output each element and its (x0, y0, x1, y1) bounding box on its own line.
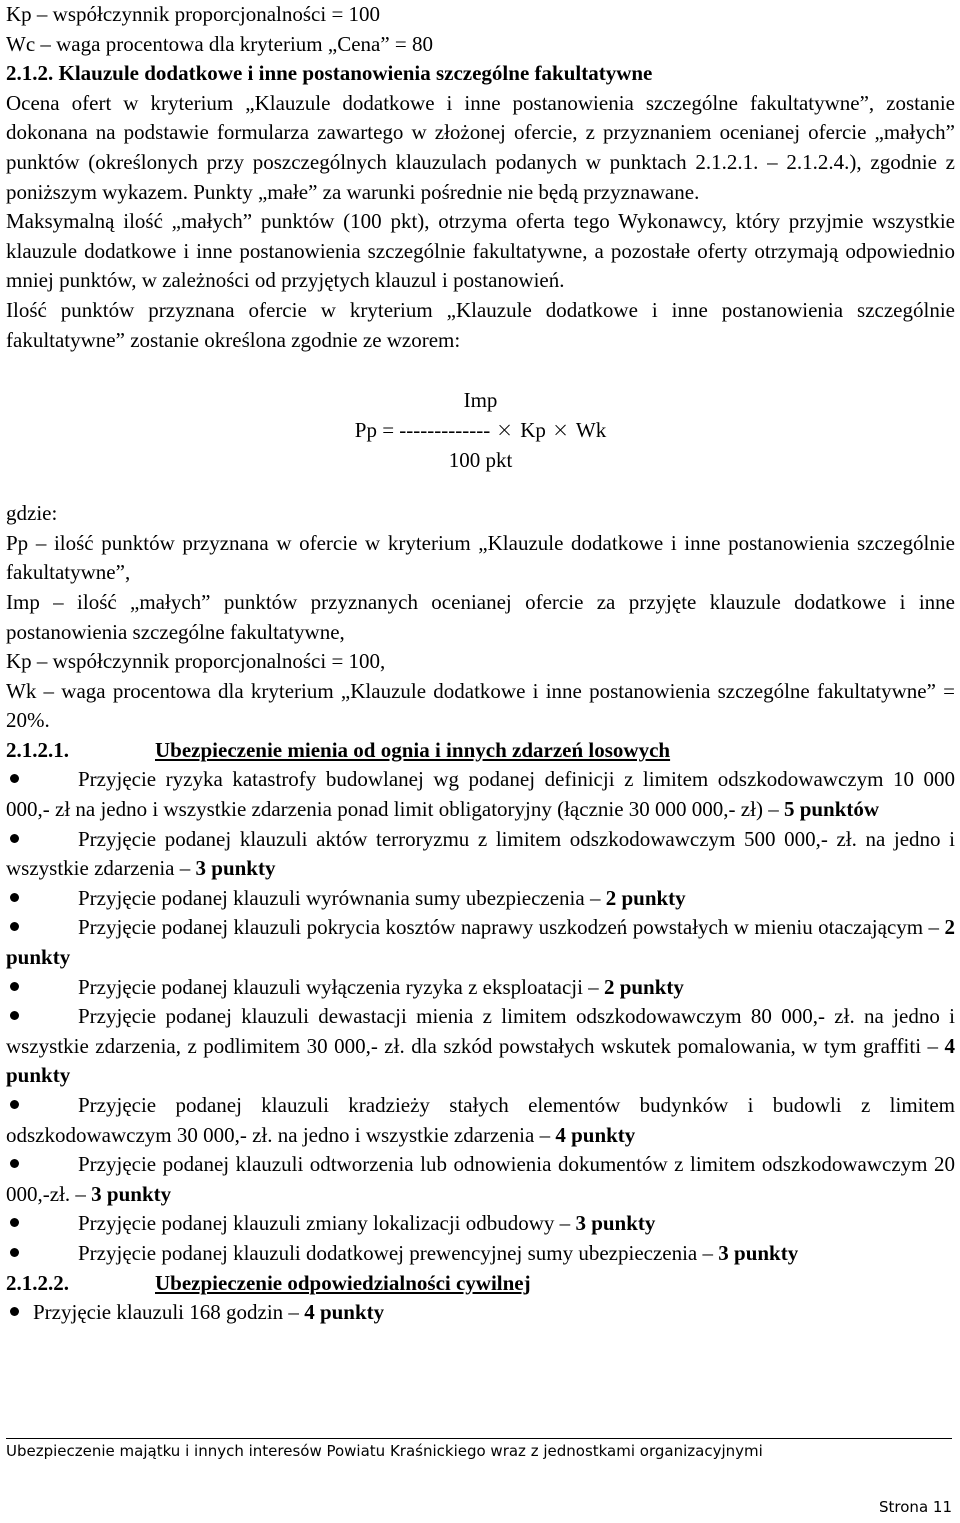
section-2-1-2-paragraph-2: Maksymalną ilość „małych” punktów (100 pkt), otrzyma oferta tego Wykonawcy, który przyjmie wszystkie klauzule dodatkowe i inne postanowienia szczególnie fakultatywne, a pozostałe oferty otrzymają odpowiednio mniej punktów, w zależności od przyjętych klauzul i postanowień. (6, 209, 955, 293)
legend-wk: Wk – waga procentowa dla kryterium „Klauzule dodatkowe i inne postanowienia szczególne fakultatywne” = 20%. (6, 678, 955, 733)
kp-definition-top: Kp – współczynnik proporcjonalności = 100 (6, 2, 381, 26)
bullet-icon (6, 1091, 78, 1121)
list-item-points: 2 punkty (603, 974, 684, 999)
document-page (6, 0, 955, 1328)
section-2-1-2-paragraph-3: Ilość punktów przyznana ofercie w kryterium „Klauzule dodatkowe i inne postanowienia szczególnie fakultatywne” zostanie określona zgodnie ze wzorem: (6, 297, 955, 352)
list-item (6, 913, 955, 972)
list-item-text: Przyjęcie podanej klauzuli odtworzenia lub odnowienia dokumentów z limitem odszkodowawczym 20 000,-zł. – (6, 1152, 955, 1206)
wc-definition: Wc – waga procentowa dla kryterium „Cena” = 80 (6, 31, 434, 56)
list-item (6, 825, 955, 884)
points-formula (6, 385, 955, 475)
list-item (6, 884, 955, 914)
section-title: Ubezpieczenie mienia od ognia i innych zdarzeń losowych (155, 737, 671, 762)
bullet-icon (6, 825, 78, 855)
multiply-icon (499, 424, 511, 436)
multiply-icon (555, 424, 567, 436)
legend-gdzie: gdzie: (6, 501, 58, 526)
list-item-points: 4 punkty (555, 1122, 636, 1147)
section-number: 2.1.2.2. (6, 1270, 69, 1295)
list-item-points: 2 punkty (605, 885, 686, 910)
list-item (6, 1298, 955, 1328)
page-footer (6, 1438, 952, 1516)
list-item-text: Przyjęcie podanej klauzuli wyrównania sumy ubezpieczenia – (78, 885, 606, 910)
list-item-points: 3 punkty (575, 1211, 656, 1236)
list-item-points: 3 punkty (195, 856, 276, 881)
section-2-1-2-2-list (6, 1298, 955, 1328)
formula-numerator: Imp (463, 388, 498, 413)
bullet-icon (6, 913, 78, 943)
list-item (6, 1209, 955, 1239)
bullet-icon (6, 884, 78, 914)
list-item-points: 4 punkty (304, 1300, 385, 1325)
list-item-points: 3 punkty (718, 1240, 799, 1265)
list-item-points: 5 punktów (783, 797, 880, 822)
list-item (6, 1239, 955, 1269)
legend-kp: Kp – współczynnik proporcjonalności = 100, (6, 649, 386, 674)
section-2-1-2-2-heading (6, 1269, 955, 1299)
list-item (6, 1091, 955, 1150)
section-2-1-2-1-list (6, 765, 955, 1268)
list-item-text: Przyjęcie podanej klauzuli zmiany lokalizacji odbudowy – (78, 1211, 576, 1236)
formula-main-line (6, 415, 955, 445)
list-item-text: Przyjęcie podanej klauzuli aktów terroryzmu z limitem odszkodowawczym 500 000,- zł. na jedno i wszystkie zdarzenia – (6, 826, 955, 881)
footer-text: Ubezpieczenie majątku i innych interesów Powiatu Kraśnickiego wraz z jednostkami organizacyjnymi (6, 1442, 763, 1460)
formula-wk: Wk (575, 418, 607, 443)
list-item-text: Przyjęcie podanej klauzuli pokrycia kosztów naprawy uszkodzeń powstałych w mieniu otaczającym – (78, 915, 945, 940)
section-2-1-2-paragraph-1: Ocena ofert w kryterium „Klauzule dodatkowe i inne postanowienia szczególne fakultatywne”, zostanie dokonana na podstawie formularza zawartego w złożonej ofercie, z przyznaniem ocenianej ofercie „małych” punktów (określonych przy poszczególnych klauzulach podanych w punktach 2.1.2.1. – 2.1.2.4.), zgodnie z poniższym wykazem. Punkty „małe” za warunki pośrednie nie będą przyznawane. (6, 90, 955, 204)
bullet-icon (6, 1002, 78, 1032)
section-2-1-2-1-heading (6, 736, 955, 766)
bullet-icon (6, 1239, 78, 1269)
bullet-icon (6, 1209, 78, 1239)
list-item-text: Przyjęcie klauzuli 168 godzin – (33, 1300, 305, 1325)
list-item (6, 1002, 955, 1091)
list-item-text: Przyjęcie podanej klauzuli wyłączenia ryzyka z eksploatacji – (78, 974, 604, 999)
formula-lhs: Pp = ------------- (354, 418, 491, 443)
list-item-points: 3 punkty (91, 1181, 172, 1206)
bullet-icon (6, 1150, 78, 1180)
bullet-icon (6, 765, 78, 795)
list-item-points: 4 punkty (6, 1033, 955, 1088)
list-item-text: Przyjęcie ryzyka katastrofy budowlanej wg podanej definicji z limitem odszkodowawczym 10 000 000,- zł na jedno i wszystkie zdarzenia ponad limit obligatoryjny (łącznie 30 000 000,- zł) – (6, 767, 955, 822)
formula-denominator: 100 pkt (448, 448, 513, 473)
list-item-text: Przyjęcie podanej klauzuli dodatkowej prewencyjnej sumy ubezpieczenia – (78, 1240, 719, 1265)
bullet-icon (6, 973, 78, 1003)
bullet-icon (6, 1298, 33, 1328)
list-item-points: 2 punkty (6, 915, 955, 970)
list-item (6, 973, 955, 1003)
list-item-text: Przyjęcie podanej klauzuli dewastacji mienia z limitem odszkodowawczym 80 000,- zł. na jedno i wszystkie zdarzenia, z podlimitem 30 000,- zł. dla szkód powstałych wskutek pomalowania, w tym graffiti – (6, 1004, 955, 1058)
formula-kp: Kp (520, 418, 546, 443)
list-item-text: Przyjęcie podanej klauzuli kradzieży stałych elementów budynków i budowli z limitem odszkodowawczym 30 000,- zł. na jedno i wszystkie zdarzenia – (6, 1093, 955, 1147)
list-item (6, 765, 955, 824)
list-item (6, 1150, 955, 1209)
legend-imp: Imp – ilość „małych” punktów przyznanych ocenianej ofercie za przyjęte klauzule dodatkowe i inne postanowienia szczególne fakultatywne, (6, 589, 955, 644)
page-number: Strona 11 (879, 1498, 952, 1516)
section-number: 2.1.2.1. (6, 737, 69, 762)
section-2-1-2-heading: 2.1.2. Klauzule dodatkowe i inne postanowienia szczególne fakultatywne (6, 61, 653, 86)
section-title: Ubezpieczenie odpowiedzialności cywilnej (155, 1270, 531, 1295)
legend-pp: Pp – ilość punktów przyznana w ofercie w kryterium „Klauzule dodatkowe i inne postanowienia szczególnie fakultatywne”, (6, 530, 955, 585)
